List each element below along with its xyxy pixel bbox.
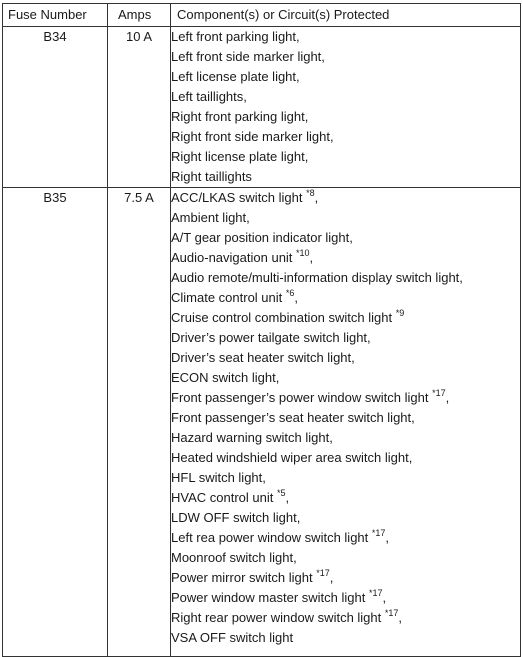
- component-text: Left rea power window switch light: [171, 530, 372, 545]
- table-row: [3, 27, 521, 188]
- component-text: Moonroof switch light: [171, 550, 294, 565]
- component-item: [171, 248, 520, 268]
- component-item: [171, 268, 520, 288]
- fuse-number-cell: B35: [3, 188, 108, 657]
- component-text: Ambient light: [171, 210, 247, 225]
- footnote-marker: *17: [368, 587, 383, 598]
- component-text: HVAC control unit: [171, 490, 277, 505]
- component-text: Audio-navigation unit: [171, 250, 297, 265]
- component-text: Climate control unit: [171, 290, 286, 305]
- component-item: [171, 127, 520, 147]
- separator: ,: [294, 290, 299, 305]
- separator: ,: [275, 370, 280, 385]
- component-item: [171, 308, 520, 328]
- component-item: [171, 147, 520, 167]
- separator: ,: [411, 410, 415, 425]
- component-item: [171, 608, 520, 628]
- component-text: Audio remote/multi-information display switch light: [171, 270, 460, 285]
- separator: ,: [329, 570, 334, 585]
- component-item: [171, 388, 520, 408]
- header-components: Component(s) or Circuit(s) Protected: [171, 4, 521, 27]
- separator: ,: [262, 470, 266, 485]
- separator: ,: [304, 149, 309, 164]
- component-text: Right license plate light: [171, 149, 305, 164]
- separator: ,: [382, 590, 387, 605]
- separator: ,: [285, 490, 290, 505]
- separator: ,: [321, 49, 325, 64]
- header-fuse-number: Fuse Number: [3, 4, 108, 27]
- components-cell: [171, 27, 521, 188]
- component-item: [171, 568, 520, 588]
- component-text: Heated windshield wiper area switch light: [171, 450, 409, 465]
- component-text: Right front parking light: [171, 109, 305, 124]
- separator: ,: [246, 210, 250, 225]
- component-text: Hazard warning switch light: [171, 430, 330, 445]
- component-item: [171, 448, 520, 468]
- separator: ,: [445, 390, 450, 405]
- component-item: [171, 47, 520, 67]
- footnote-marker: *17: [384, 607, 399, 618]
- component-text: Left taillights: [171, 89, 244, 104]
- component-text: HFL switch light: [171, 470, 263, 485]
- separator: ,: [314, 190, 319, 205]
- component-text: ECON switch light: [171, 370, 276, 385]
- separator: ,: [351, 350, 355, 365]
- component-text: Front passenger’s power window switch light: [171, 390, 433, 405]
- separator: ,: [329, 129, 334, 144]
- component-text: A/T gear position indicator light: [171, 230, 350, 245]
- separator: ,: [304, 109, 309, 124]
- footnote-marker: *9: [395, 307, 405, 318]
- component-item: [171, 188, 520, 208]
- footnote-marker: *5: [276, 487, 286, 498]
- separator: ,: [329, 430, 333, 445]
- component-item: [171, 87, 520, 107]
- component-item: [171, 288, 520, 308]
- footnote-marker: *17: [432, 387, 446, 398]
- table-header-row: [3, 4, 521, 27]
- amps-cell: 7.5 A: [108, 188, 171, 657]
- footnote-marker: *17: [371, 527, 386, 538]
- separator: ,: [408, 450, 413, 465]
- component-item: [171, 328, 520, 348]
- component-item: [171, 408, 520, 428]
- component-text: Left front side marker light: [171, 49, 322, 64]
- fuse-number-cell: B34: [3, 27, 108, 188]
- separator: ,: [349, 230, 353, 245]
- footnote-marker: *6: [285, 287, 295, 298]
- separator: ,: [309, 250, 314, 265]
- component-item: [171, 368, 520, 388]
- component-text: Right taillights: [171, 169, 252, 184]
- component-text: ACC/LKAS switch light: [171, 190, 307, 205]
- header-amps: Amps: [108, 4, 171, 27]
- footnote-marker: *17: [316, 567, 330, 578]
- component-text: VSA OFF switch light: [171, 630, 294, 645]
- component-item: [171, 468, 520, 488]
- separator: ,: [459, 270, 463, 285]
- component-item: [171, 528, 520, 548]
- separator: ,: [243, 89, 247, 104]
- component-item: [171, 228, 520, 248]
- separator: ,: [296, 29, 300, 44]
- component-text: Driver’s power tailgate switch light: [171, 330, 368, 345]
- component-text: Power window master switch light: [171, 590, 369, 605]
- component-item: [171, 208, 520, 228]
- component-text: Left license plate light: [171, 69, 297, 84]
- component-item: [171, 428, 520, 448]
- separator: ,: [367, 330, 371, 345]
- component-item: [171, 167, 520, 187]
- component-text: Cruise control combination switch light: [171, 310, 396, 325]
- component-text: Power mirror switch light: [171, 570, 317, 585]
- component-item: [171, 548, 520, 568]
- separator: ,: [296, 510, 301, 525]
- table-row: [3, 188, 521, 657]
- fuse-table: [2, 3, 521, 657]
- component-item: [171, 348, 520, 368]
- component-item: [171, 588, 520, 608]
- component-text: LDW OFF switch light: [171, 510, 297, 525]
- component-item: [171, 628, 520, 648]
- component-text: Right rear power window switch light: [171, 610, 385, 625]
- component-text: Driver’s seat heater switch light: [171, 350, 352, 365]
- component-item: [171, 27, 520, 47]
- separator: ,: [385, 530, 390, 545]
- components-cell: [171, 188, 521, 657]
- footnote-marker: *10: [296, 247, 310, 258]
- component-item: [171, 67, 520, 87]
- component-text: Left front parking light: [171, 29, 297, 44]
- component-item: [171, 488, 520, 508]
- separator: ,: [398, 610, 403, 625]
- separator: ,: [293, 550, 297, 565]
- component-text: Front passenger’s seat heater switch light: [171, 410, 412, 425]
- component-text: Right front side marker light: [171, 129, 330, 144]
- separator: ,: [296, 69, 300, 84]
- component-item: [171, 508, 520, 528]
- component-item: [171, 107, 520, 127]
- footnote-marker: *8: [306, 187, 315, 198]
- amps-cell: 10 A: [108, 27, 171, 188]
